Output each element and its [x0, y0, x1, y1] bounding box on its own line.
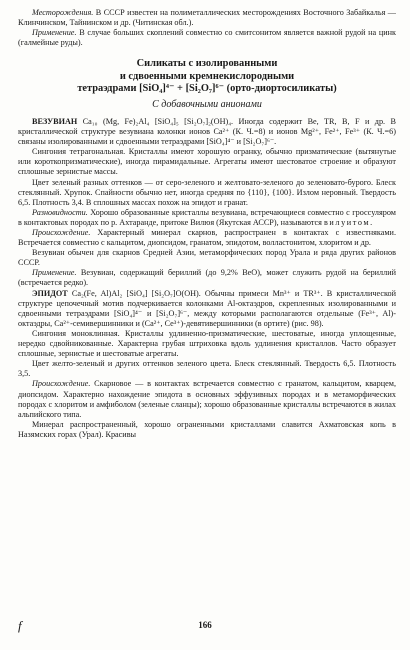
label-application: Применение.: [32, 28, 77, 38]
epidote-occurrence: Минерал распространенный, хорошо ограненными кристаллами славится Ахматовская копь в Назямских горах (Урал). Красивы: [18, 419, 396, 439]
text-origin-epidote: Скарновое — в контактах встречается совместно с гранатом, кальцитом, кварцем, диопсидом. Характерно нахождение эпидота в основных эффузивных породах и в метаморфических породах с хлоритом и амфиболом (зеленые сланцы); хорошо образованные кристаллы встречаются в жилах альпийского типа.: [18, 379, 396, 419]
text-application-vesuvian: Везувиан, содержащий бериллий (до 9,2% BeO), может служить рудой на бериллий (встречается редко).: [18, 268, 396, 288]
text-varieties: Хорошо образованные кристаллы везувиана, встречающиеся совместно с гроссуляром в контактовых породах по р. Ахтаранде, притоке Вилюя (Якутская АССР), называются: [18, 207, 396, 227]
mineral-name-epidote: ЭПИДОТ: [32, 288, 68, 298]
vesuvian-application: [18, 268, 396, 288]
margin-mark: f: [18, 618, 22, 633]
section-heading-line-2: и сдвоенными кремнекислородными: [119, 70, 295, 82]
vesuvian-properties: Цвет зеленый разных оттенков — от серо-зеленого и желтовато-зеленого до зеленовато-бурого. Блеск стеклянный. Хрупок. Спайности обычно нет, иногда средняя по {110}, {100}. Излом неровный. Твердость 6,5. Плотность 3,4. В сплошных массах похож на эпидот и гранат.: [18, 177, 396, 207]
epidote-formula: Ca₂(Fe, Al)Al₂ [SiO₄] [Si₂O₇]O(OH).: [67, 288, 201, 298]
text-varieties-end: .: [370, 217, 373, 227]
label-origin: Происхождение.: [32, 228, 91, 238]
section-heading-line-1: Силикаты с изолированными: [136, 58, 278, 70]
vesuvian-structure-text: Иногда содержит Be, TR, B, F и др. В кристаллической структуре везувиана колонки ионов Ca²⁺ (К. Ч.=8) и ионов Mg²⁺, Fe²⁺, Fe³⁺ (К. Ч.=6) связаны изолированными и сдвоенными тетраэдрами [SiO₄]⁴⁻ и [Si₂O₇]⁶⁻.: [18, 116, 396, 147]
section-heading: [18, 58, 396, 95]
section-heading-line-3: тетраэдрами [SiO₄]⁴⁻ + [Si₂O₇]⁶⁻ (орто-диортосиликаты): [77, 82, 337, 94]
paragraph-deposits: [18, 8, 396, 28]
vesuvian-intro: [18, 117, 396, 147]
text-origin: Характерный минерал скарнов, распространен в контактах с известняками. Встречается совместно с кальцитом, диопсидом, гранатом, эпидотом, волластонитом, хлоритом и др.: [18, 228, 396, 248]
label-origin-epidote: Происхождение.: [32, 379, 91, 389]
vesuvian-origin: [18, 228, 396, 248]
text-application: В случае больших скоплений совместно со смитсонитом является важной рудой на цинк (галмейные руды).: [18, 28, 396, 48]
epidote-structure-text: Обычны примеси Mn³⁺ и TR³⁺. В кристаллической структуре цепочечный мотив подчеркивается колонками Al-октаэдров, скрепленных изолированными и сдвоенными тетраэдрами [SiO₄]⁴⁻ и [Si₂O₇]⁶⁻, между которыми располагаются отдельные (Fe³⁺, Al)-октаэдры, Ca²⁺-семивершинники и (Ca²⁺, Ce³⁺)-девятивершинники (в ортите) (рис. 98).: [18, 288, 396, 328]
epidote-origin: [18, 379, 396, 419]
section-subheading: С добавочными анионами: [152, 98, 262, 110]
epidote-properties: Цвет желто-зеленый и других оттенков зеленого цвета. Блеск стеклянный. Твердость 6,5. Плотность 3,5.: [18, 359, 396, 379]
paragraph-application: [18, 28, 396, 48]
label-varieties: Разновидности.: [32, 207, 88, 217]
term-viluite: вилуитом: [323, 217, 371, 227]
label-application-vesuvian: Применение.: [32, 268, 77, 278]
mineral-name-vesuvian: ВЕЗУВИАН: [32, 116, 78, 126]
page-number: 166: [198, 620, 212, 630]
text-deposits: В СССР известен на полиметаллических месторождениях Восточного Забайкалья — Клинчинском, Тайнинском и др. (Читинская обл.).: [18, 8, 396, 28]
vesuvian-formula: Ca₁₀ (Mg, Fe)₂Al₄ [SiO₄]₅ [Si₂O₇]₂(OH)₄.: [77, 116, 234, 126]
label-deposits: Месторождения.: [32, 8, 94, 17]
vesuvian-varieties: [18, 208, 396, 228]
vesuvian-occurrence: Везувиан обычен для скарнов Средней Азии, метаморфических пород Урала и ряда других районов СССР.: [18, 248, 396, 268]
page-footer: [0, 620, 410, 638]
epidote-intro: [18, 289, 396, 329]
vesuvian-crystal-system: Сингония тетрагональная. Кристаллы имеют хорошую огранку, обычно призматические (вытянутые или короткопризматические), иногда пирамидальные. Агрегаты имеют шестоватое строение и образуют сплошные зернистые массы.: [18, 147, 396, 177]
epidote-crystal-system: Сингония моноклинная. Кристаллы удлиненно-призматические, шестоватые, иногда уплощенные, нередко сдвойникованные. Характерна грубая штриховка вдоль удлинения кристаллов. Часто образует сплошные, зернистые и шестоватые агрегаты.: [18, 328, 396, 359]
